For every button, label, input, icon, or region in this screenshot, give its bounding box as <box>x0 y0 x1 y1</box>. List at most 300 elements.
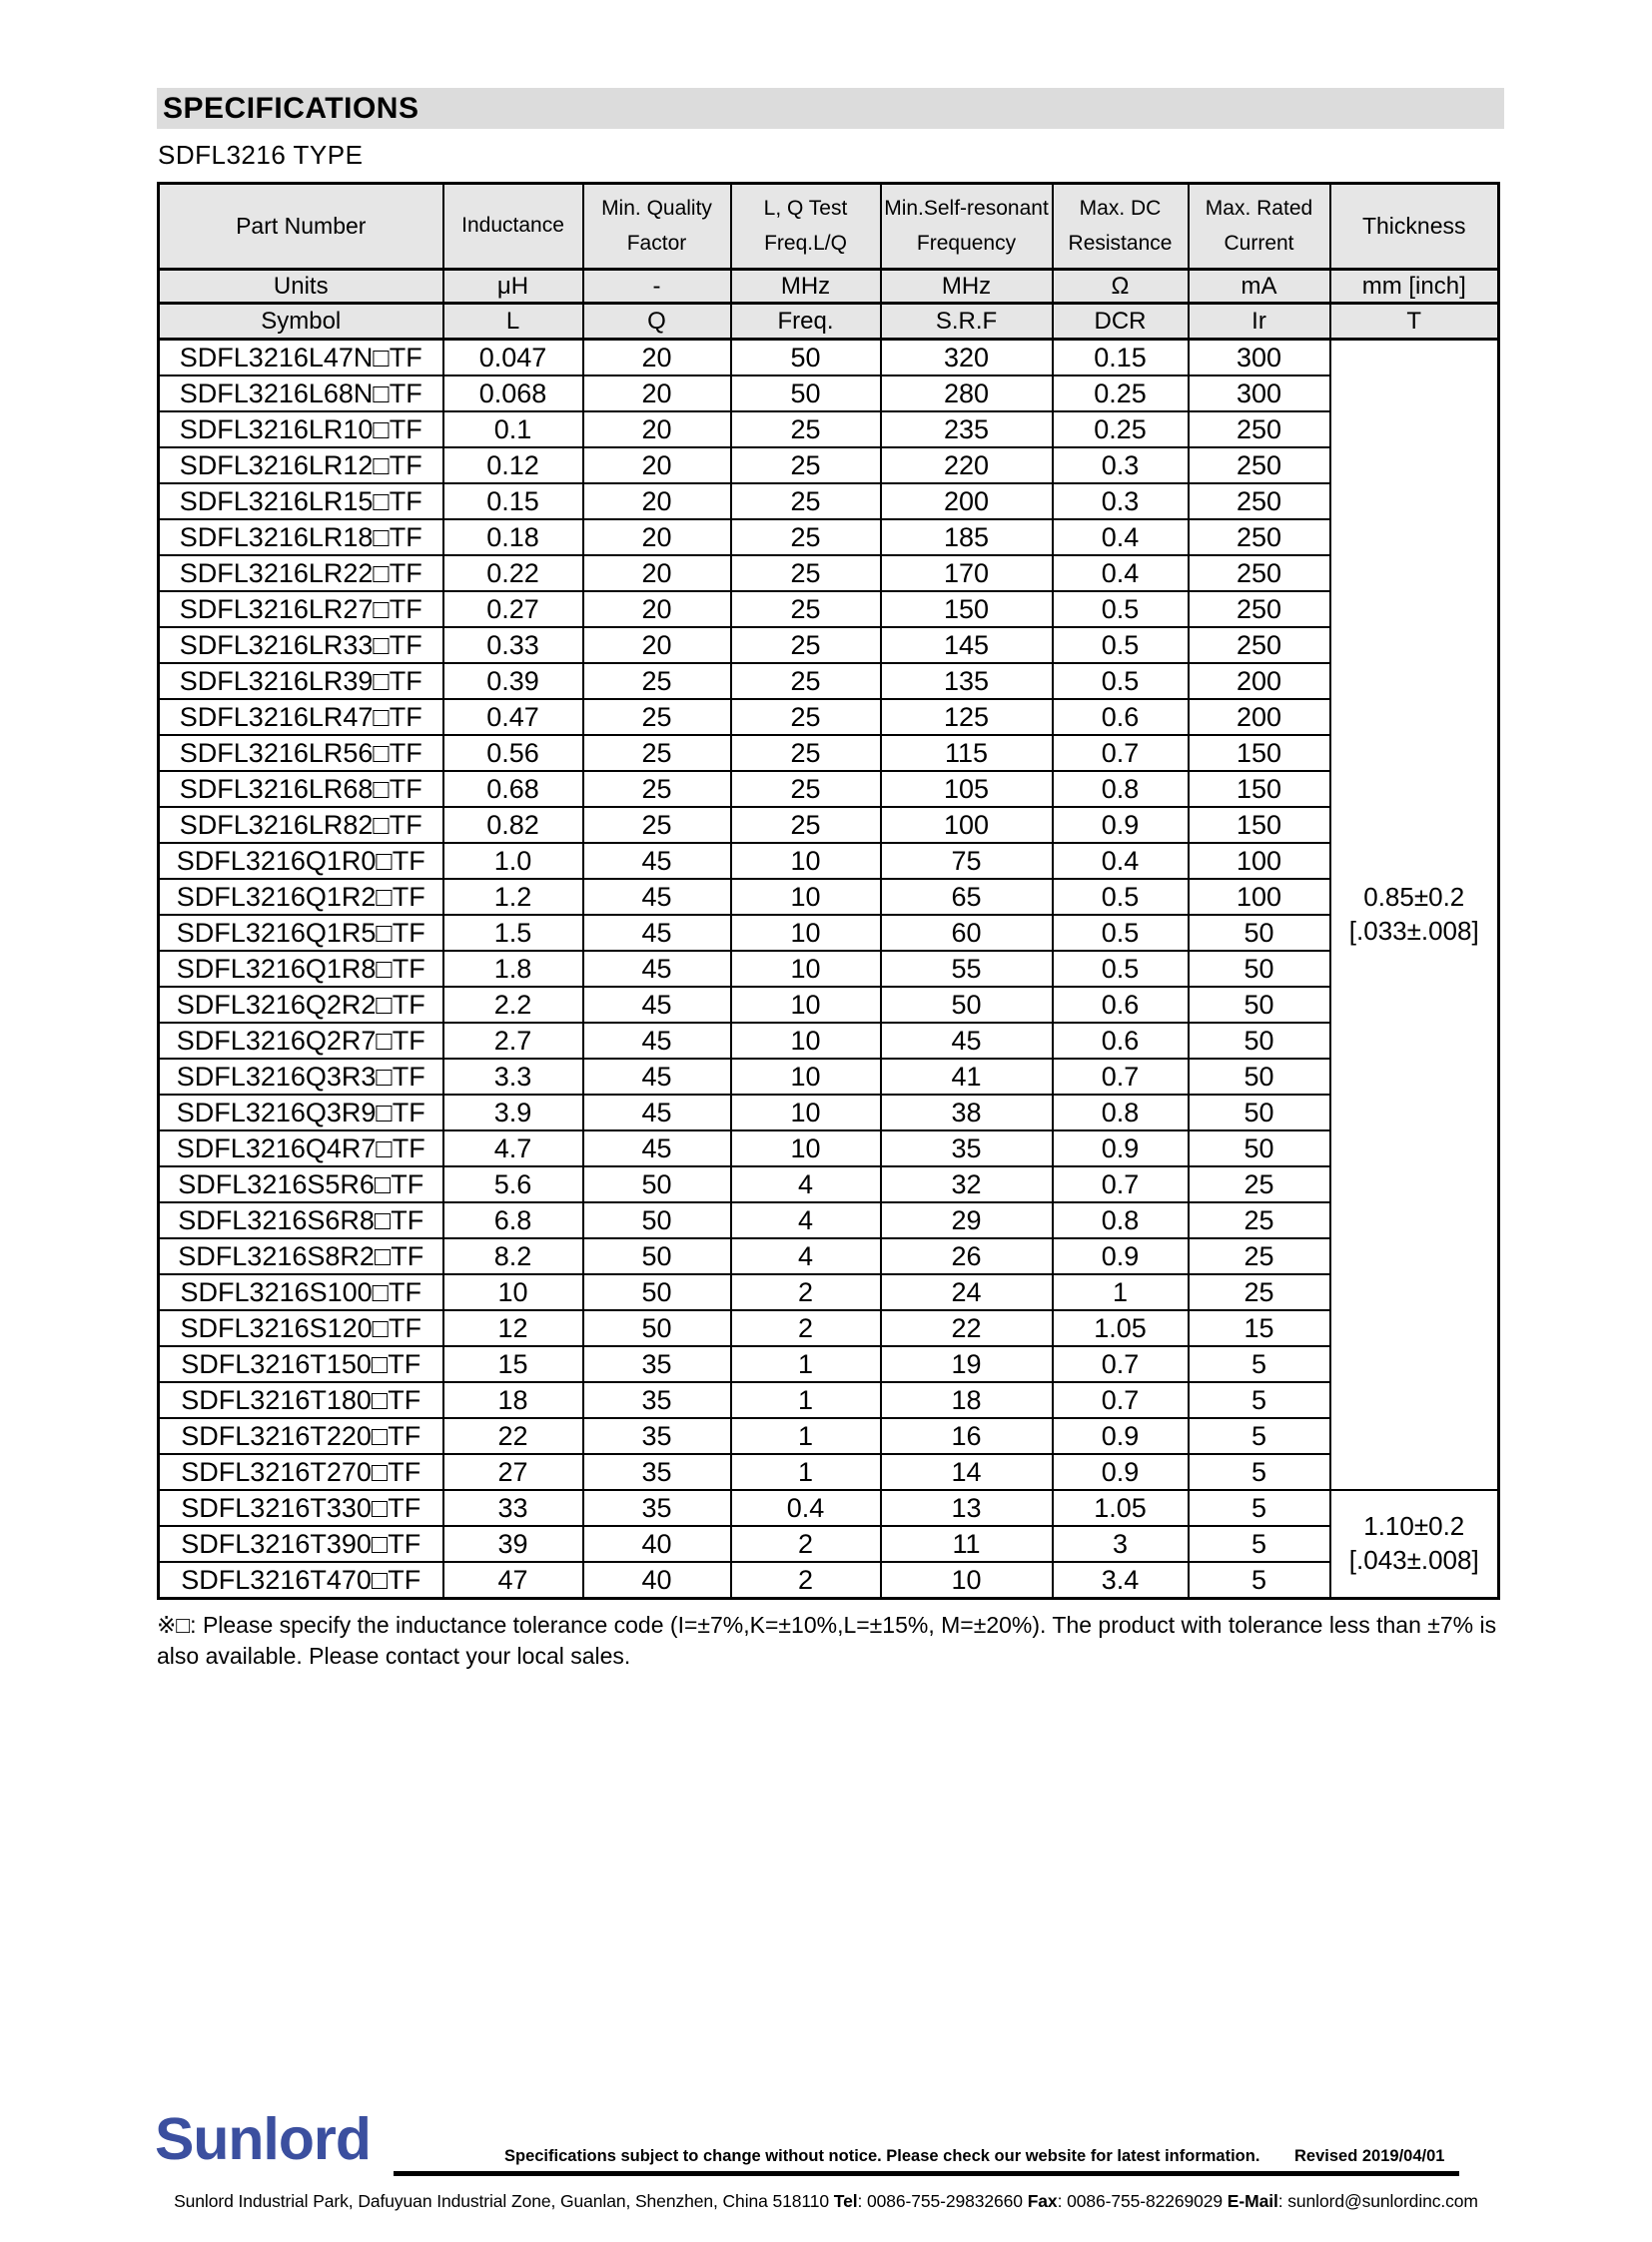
part-number-cell: SDFL3216S100□TF <box>159 1274 443 1310</box>
thickness-inch: [.043±.008] <box>1348 1545 1479 1575</box>
srf-cell: 45 <box>881 1023 1053 1059</box>
test-frequency-cell: 25 <box>731 519 881 555</box>
quality-factor-cell: 25 <box>583 699 731 735</box>
rated-current-cell: 250 <box>1189 519 1330 555</box>
table-header-row <box>159 184 1499 270</box>
table-row <box>159 1274 1499 1310</box>
col-header-thickness <box>1330 184 1499 270</box>
dcr-cell: 0.4 <box>1053 843 1189 879</box>
table-row <box>159 555 1499 591</box>
rated-current-cell: 150 <box>1189 807 1330 843</box>
thickness-cell <box>1330 1490 1499 1599</box>
part-number-cell: SDFL3216Q3R3□TF <box>159 1059 443 1095</box>
test-frequency-cell: 10 <box>731 987 881 1023</box>
dcr-cell: 3.4 <box>1053 1562 1189 1599</box>
inductance-cell: 5.6 <box>443 1166 583 1202</box>
inductance-cell: 0.22 <box>443 555 583 591</box>
inductance-cell: 39 <box>443 1526 583 1562</box>
test-frequency-cell: 10 <box>731 951 881 987</box>
col-header-line: Inductance <box>461 214 564 238</box>
dcr-cell: 0.7 <box>1053 1059 1189 1095</box>
inductance-cell: 0.1 <box>443 411 583 447</box>
inductance-cell: 1.5 <box>443 915 583 951</box>
test-frequency-cell: 10 <box>731 1130 881 1166</box>
units-cell: mA <box>1189 270 1330 304</box>
srf-cell: 11 <box>881 1526 1053 1562</box>
dcr-cell: 1.05 <box>1053 1310 1189 1346</box>
srf-cell: 22 <box>881 1310 1053 1346</box>
test-frequency-cell: 1 <box>731 1382 881 1418</box>
part-number-cell: SDFL3216S6R8□TF <box>159 1202 443 1238</box>
table-row <box>159 447 1499 483</box>
part-number-cell: SDFL3216T270□TF <box>159 1454 443 1490</box>
disclaimer-text: Specifications subject to change without notice. Please check our website for latest information. <box>504 2147 1260 2165</box>
footer-disclaimer-line <box>504 2147 1444 2166</box>
units-cell: MHz <box>731 270 881 304</box>
table-row <box>159 411 1499 447</box>
rated-current-cell: 250 <box>1189 555 1330 591</box>
dcr-cell: 1 <box>1053 1274 1189 1310</box>
section-title-bar <box>157 88 1504 129</box>
part-number-cell: SDFL3216S120□TF <box>159 1310 443 1346</box>
rated-current-cell: 250 <box>1189 411 1330 447</box>
srf-cell: 60 <box>881 915 1053 951</box>
email-address: : sunlord@sunlordinc.com <box>1277 2191 1478 2211</box>
col-header-line: Thickness <box>1361 212 1466 239</box>
table-row <box>159 483 1499 519</box>
quality-factor-cell: 20 <box>583 340 731 376</box>
quality-factor-cell: 35 <box>583 1346 731 1382</box>
col-header-line: Frequency <box>916 231 1017 255</box>
srf-cell: 24 <box>881 1274 1053 1310</box>
quality-factor-cell: 45 <box>583 1130 731 1166</box>
col-header-line: L, Q Test <box>763 196 848 220</box>
rated-current-cell: 25 <box>1189 1274 1330 1310</box>
test-frequency-cell: 2 <box>731 1526 881 1562</box>
table-row <box>159 951 1499 987</box>
part-number-cell: SDFL3216Q3R9□TF <box>159 1095 443 1130</box>
table-row <box>159 1202 1499 1238</box>
col-header-lq-test-freq <box>731 184 881 270</box>
table-row <box>159 915 1499 951</box>
col-header-max-dc-resistance <box>1053 184 1189 270</box>
srf-cell: 32 <box>881 1166 1053 1202</box>
rated-current-cell: 300 <box>1189 375 1330 411</box>
part-number-cell: SDFL3216L68N□TF <box>159 375 443 411</box>
tolerance-footnote: ※□: Please specify the inductance tolerance code (I=±7%,K=±10%,L=±15%, M=±20%). The product with tolerance less than ±7% is also available. Please contact your local sales. <box>157 1612 1497 1670</box>
table-row <box>159 1059 1499 1095</box>
inductance-cell: 1.0 <box>443 843 583 879</box>
dcr-cell: 0.5 <box>1053 591 1189 627</box>
srf-cell: 235 <box>881 411 1053 447</box>
dcr-cell: 0.25 <box>1053 411 1189 447</box>
part-number-cell: SDFL3216LR27□TF <box>159 591 443 627</box>
test-frequency-cell: 2 <box>731 1274 881 1310</box>
srf-cell: 50 <box>881 987 1053 1023</box>
col-header-self-resonant-frequency <box>881 184 1053 270</box>
rated-current-cell: 15 <box>1189 1310 1330 1346</box>
table-row <box>159 1310 1499 1346</box>
table-row <box>159 519 1499 555</box>
inductance-cell: 0.12 <box>443 447 583 483</box>
table-row <box>159 1130 1499 1166</box>
dcr-cell: 0.5 <box>1053 879 1189 915</box>
quality-factor-cell: 45 <box>583 1023 731 1059</box>
dcr-cell: 0.9 <box>1053 1418 1189 1454</box>
srf-cell: 320 <box>881 340 1053 376</box>
srf-cell: 35 <box>881 1130 1053 1166</box>
srf-cell: 16 <box>881 1418 1053 1454</box>
quality-factor-cell: 20 <box>583 483 731 519</box>
srf-cell: 200 <box>881 483 1053 519</box>
table-row <box>159 1382 1499 1418</box>
table-row <box>159 1526 1499 1562</box>
units-cell: μH <box>443 270 583 304</box>
quality-factor-cell: 35 <box>583 1418 731 1454</box>
test-frequency-cell: 25 <box>731 627 881 663</box>
table-row <box>159 771 1499 807</box>
dcr-cell: 0.7 <box>1053 1166 1189 1202</box>
rated-current-cell: 50 <box>1189 951 1330 987</box>
inductance-cell: 0.047 <box>443 340 583 376</box>
dcr-cell: 0.5 <box>1053 951 1189 987</box>
part-number-cell: SDFL3216Q2R7□TF <box>159 1023 443 1059</box>
fax-label: Fax <box>1027 2191 1058 2211</box>
rated-current-cell: 5 <box>1189 1454 1330 1490</box>
srf-cell: 280 <box>881 375 1053 411</box>
table-row <box>159 879 1499 915</box>
dcr-cell: 0.6 <box>1053 699 1189 735</box>
quality-factor-cell: 20 <box>583 375 731 411</box>
type-subtitle: SDFL3216 TYPE <box>158 140 364 170</box>
dcr-cell: 0.7 <box>1053 735 1189 771</box>
part-number-cell: SDFL3216S8R2□TF <box>159 1238 443 1274</box>
part-number-cell: SDFL3216LR18□TF <box>159 519 443 555</box>
dcr-cell: 0.5 <box>1053 663 1189 699</box>
inductance-cell: 22 <box>443 1418 583 1454</box>
rated-current-cell: 5 <box>1189 1346 1330 1382</box>
inductance-cell: 6.8 <box>443 1202 583 1238</box>
quality-factor-cell: 50 <box>583 1238 731 1274</box>
srf-cell: 19 <box>881 1346 1053 1382</box>
rated-current-cell: 200 <box>1189 663 1330 699</box>
part-number-cell: SDFL3216T330□TF <box>159 1490 443 1526</box>
inductance-cell: 0.068 <box>443 375 583 411</box>
part-number-cell: SDFL3216LR47□TF <box>159 699 443 735</box>
inductance-cell: 1.2 <box>443 879 583 915</box>
quality-factor-cell: 45 <box>583 951 731 987</box>
quality-factor-cell: 20 <box>583 627 731 663</box>
symbols-row <box>159 304 1499 340</box>
dcr-cell: 0.7 <box>1053 1346 1189 1382</box>
col-header-min-quality-factor <box>583 184 731 270</box>
col-header-line: Min. Quality <box>601 196 712 220</box>
test-frequency-cell: 10 <box>731 915 881 951</box>
test-frequency-cell: 1 <box>731 1454 881 1490</box>
test-frequency-cell: 50 <box>731 375 881 411</box>
part-number-cell: SDFL3216LR12□TF <box>159 447 443 483</box>
quality-factor-cell: 45 <box>583 1095 731 1130</box>
col-header-line: Factor <box>626 231 687 255</box>
fax-number: : 0086-755-82269029 <box>1057 2191 1228 2211</box>
part-number-cell: SDFL3216T390□TF <box>159 1526 443 1562</box>
quality-factor-cell: 35 <box>583 1454 731 1490</box>
dcr-cell: 0.15 <box>1053 340 1189 376</box>
thickness-cell <box>1330 340 1499 1491</box>
table-row <box>159 627 1499 663</box>
rated-current-cell: 250 <box>1189 627 1330 663</box>
rated-current-cell: 300 <box>1189 340 1330 376</box>
rated-current-cell: 250 <box>1189 591 1330 627</box>
units-cell: Ω <box>1053 270 1189 304</box>
table-row <box>159 1166 1499 1202</box>
part-number-cell: SDFL3216LR22□TF <box>159 555 443 591</box>
dcr-cell: 0.6 <box>1053 987 1189 1023</box>
test-frequency-cell: 25 <box>731 555 881 591</box>
rated-current-cell: 50 <box>1189 1023 1330 1059</box>
inductance-cell: 18 <box>443 1382 583 1418</box>
symbol-cell: Q <box>583 304 731 340</box>
inductance-cell: 1.8 <box>443 951 583 987</box>
units-cell: - <box>583 270 731 304</box>
dcr-cell: 0.5 <box>1053 915 1189 951</box>
quality-factor-cell: 20 <box>583 447 731 483</box>
test-frequency-cell: 0.4 <box>731 1490 881 1526</box>
table-row <box>159 1095 1499 1130</box>
test-frequency-cell: 50 <box>731 340 881 376</box>
test-frequency-cell: 2 <box>731 1562 881 1599</box>
rated-current-cell: 50 <box>1189 987 1330 1023</box>
quality-factor-cell: 35 <box>583 1490 731 1526</box>
quality-factor-cell: 40 <box>583 1526 731 1562</box>
tel-number: : 0086-755-29832660 <box>857 2191 1028 2211</box>
test-frequency-cell: 4 <box>731 1166 881 1202</box>
quality-factor-cell: 50 <box>583 1274 731 1310</box>
test-frequency-cell: 1 <box>731 1346 881 1382</box>
part-number-cell: SDFL3216Q2R2□TF <box>159 987 443 1023</box>
part-number-cell: SDFL3216T180□TF <box>159 1382 443 1418</box>
quality-factor-cell: 20 <box>583 519 731 555</box>
srf-cell: 105 <box>881 771 1053 807</box>
tel-label: Tel <box>833 2191 858 2211</box>
rated-current-cell: 50 <box>1189 1059 1330 1095</box>
specifications-table <box>157 182 1500 1600</box>
srf-cell: 135 <box>881 663 1053 699</box>
section-title: SPECIFICATIONS <box>163 91 419 125</box>
rated-current-cell: 150 <box>1189 771 1330 807</box>
srf-cell: 145 <box>881 627 1053 663</box>
table-row <box>159 1454 1499 1490</box>
dcr-cell: 0.4 <box>1053 555 1189 591</box>
table-row <box>159 1238 1499 1274</box>
inductance-cell: 27 <box>443 1454 583 1490</box>
rated-current-cell: 150 <box>1189 735 1330 771</box>
part-number-cell: SDFL3216LR39□TF <box>159 663 443 699</box>
test-frequency-cell: 10 <box>731 1059 881 1095</box>
symbol-cell: DCR <box>1053 304 1189 340</box>
srf-cell: 29 <box>881 1202 1053 1238</box>
part-number-cell: SDFL3216T150□TF <box>159 1346 443 1382</box>
col-header-line: Max. DC <box>1079 196 1162 220</box>
rated-current-cell: 25 <box>1189 1238 1330 1274</box>
rated-current-cell: 200 <box>1189 699 1330 735</box>
dcr-cell: 0.9 <box>1053 1238 1189 1274</box>
symbol-cell: L <box>443 304 583 340</box>
inductance-cell: 0.68 <box>443 771 583 807</box>
quality-factor-cell: 45 <box>583 879 731 915</box>
table-row <box>159 663 1499 699</box>
part-number-cell: SDFL3216LR68□TF <box>159 771 443 807</box>
srf-cell: 150 <box>881 591 1053 627</box>
inductance-cell: 0.33 <box>443 627 583 663</box>
part-number-cell: SDFL3216Q4R7□TF <box>159 1130 443 1166</box>
rated-current-cell: 5 <box>1189 1418 1330 1454</box>
srf-cell: 41 <box>881 1059 1053 1095</box>
symbol-cell: S.R.F <box>881 304 1053 340</box>
test-frequency-cell: 25 <box>731 483 881 519</box>
dcr-cell: 0.8 <box>1053 1202 1189 1238</box>
rated-current-cell: 250 <box>1189 447 1330 483</box>
units-row-label: Units <box>159 270 443 304</box>
srf-cell: 10 <box>881 1562 1053 1599</box>
inductance-cell: 0.56 <box>443 735 583 771</box>
rated-current-cell: 100 <box>1189 879 1330 915</box>
quality-factor-cell: 45 <box>583 987 731 1023</box>
test-frequency-cell: 10 <box>731 879 881 915</box>
dcr-cell: 0.9 <box>1053 1454 1189 1490</box>
rated-current-cell: 5 <box>1189 1562 1330 1599</box>
test-frequency-cell: 25 <box>731 411 881 447</box>
part-number-cell: SDFL3216LR15□TF <box>159 483 443 519</box>
srf-cell: 38 <box>881 1095 1053 1130</box>
srf-cell: 75 <box>881 843 1053 879</box>
quality-factor-cell: 20 <box>583 591 731 627</box>
srf-cell: 115 <box>881 735 1053 771</box>
dcr-cell: 0.25 <box>1053 375 1189 411</box>
inductance-cell: 2.7 <box>443 1023 583 1059</box>
srf-cell: 26 <box>881 1238 1053 1274</box>
inductance-cell: 2.2 <box>443 987 583 1023</box>
table-row <box>159 1346 1499 1382</box>
test-frequency-cell: 1 <box>731 1418 881 1454</box>
rated-current-cell: 100 <box>1189 843 1330 879</box>
part-number-cell: SDFL3216LR10□TF <box>159 411 443 447</box>
rated-current-cell: 25 <box>1189 1202 1330 1238</box>
table-row <box>159 987 1499 1023</box>
col-header-line: Current <box>1224 231 1294 255</box>
rated-current-cell: 25 <box>1189 1166 1330 1202</box>
inductance-cell: 8.2 <box>443 1238 583 1274</box>
test-frequency-cell: 25 <box>731 807 881 843</box>
col-header-max-rated-current <box>1189 184 1330 270</box>
srf-cell: 14 <box>881 1454 1053 1490</box>
part-number-cell: SDFL3216LR56□TF <box>159 735 443 771</box>
quality-factor-cell: 25 <box>583 663 731 699</box>
symbol-cell: Ir <box>1189 304 1330 340</box>
inductance-cell: 0.27 <box>443 591 583 627</box>
inductance-cell: 47 <box>443 1562 583 1599</box>
part-number-cell: SDFL3216LR33□TF <box>159 627 443 663</box>
sunlord-logo: Sunlord <box>155 2106 371 2172</box>
test-frequency-cell: 10 <box>731 1023 881 1059</box>
test-frequency-cell: 25 <box>731 663 881 699</box>
col-header-part-number <box>159 184 443 270</box>
srf-cell: 100 <box>881 807 1053 843</box>
table-row <box>159 591 1499 627</box>
inductance-cell: 33 <box>443 1490 583 1526</box>
thickness-mm: 0.85±0.2 <box>1363 882 1465 913</box>
srf-cell: 55 <box>881 951 1053 987</box>
col-header-line: Freq.L/Q <box>764 231 847 255</box>
col-header-line: Max. Rated <box>1205 196 1313 220</box>
dcr-cell: 0.9 <box>1053 1130 1189 1166</box>
dcr-cell: 0.6 <box>1053 1023 1189 1059</box>
dcr-cell: 0.8 <box>1053 1095 1189 1130</box>
table-row <box>159 735 1499 771</box>
quality-factor-cell: 25 <box>583 735 731 771</box>
rated-current-cell: 50 <box>1189 1095 1330 1130</box>
srf-cell: 18 <box>881 1382 1053 1418</box>
dcr-cell: 0.9 <box>1053 807 1189 843</box>
dcr-cell: 0.7 <box>1053 1382 1189 1418</box>
test-frequency-cell: 25 <box>731 735 881 771</box>
inductance-cell: 3.9 <box>443 1095 583 1130</box>
srf-cell: 170 <box>881 555 1053 591</box>
table-row <box>159 843 1499 879</box>
part-number-cell: SDFL3216T220□TF <box>159 1418 443 1454</box>
quality-factor-cell: 25 <box>583 807 731 843</box>
rated-current-cell: 250 <box>1189 483 1330 519</box>
part-number-cell: SDFL3216Q1R8□TF <box>159 951 443 987</box>
rated-current-cell: 5 <box>1189 1382 1330 1418</box>
symbol-cell: T <box>1330 304 1499 340</box>
part-number-cell: SDFL3216Q1R0□TF <box>159 843 443 879</box>
part-number-cell: SDFL3216Q1R2□TF <box>159 879 443 915</box>
test-frequency-cell: 4 <box>731 1202 881 1238</box>
test-frequency-cell: 25 <box>731 771 881 807</box>
rated-current-cell: 50 <box>1189 915 1330 951</box>
quality-factor-cell: 50 <box>583 1202 731 1238</box>
table-row <box>159 375 1499 411</box>
table-row <box>159 1418 1499 1454</box>
inductance-cell: 0.82 <box>443 807 583 843</box>
inductance-cell: 12 <box>443 1310 583 1346</box>
thickness-inch: [.033±.008] <box>1348 916 1479 946</box>
col-header-inductance <box>443 184 583 270</box>
inductance-cell: 0.18 <box>443 519 583 555</box>
units-cell: mm [inch] <box>1330 270 1499 304</box>
footer-rule <box>394 2171 1459 2176</box>
dcr-cell: 3 <box>1053 1526 1189 1562</box>
rated-current-cell: 5 <box>1189 1490 1330 1526</box>
dcr-cell: 0.3 <box>1053 483 1189 519</box>
col-header-line: Part Number <box>236 212 367 239</box>
table-row <box>159 1562 1499 1599</box>
test-frequency-cell: 4 <box>731 1238 881 1274</box>
units-cell: MHz <box>881 270 1053 304</box>
thickness-mm: 1.10±0.2 <box>1363 1511 1465 1542</box>
srf-cell: 220 <box>881 447 1053 483</box>
part-number-cell: SDFL3216S5R6□TF <box>159 1166 443 1202</box>
table-row <box>159 1490 1499 1526</box>
dcr-cell: 0.4 <box>1053 519 1189 555</box>
srf-cell: 185 <box>881 519 1053 555</box>
quality-factor-cell: 35 <box>583 1382 731 1418</box>
dcr-cell: 0.8 <box>1053 771 1189 807</box>
test-frequency-cell: 10 <box>731 1095 881 1130</box>
symbol-cell: Freq. <box>731 304 881 340</box>
col-header-line: Resistance <box>1068 231 1173 255</box>
